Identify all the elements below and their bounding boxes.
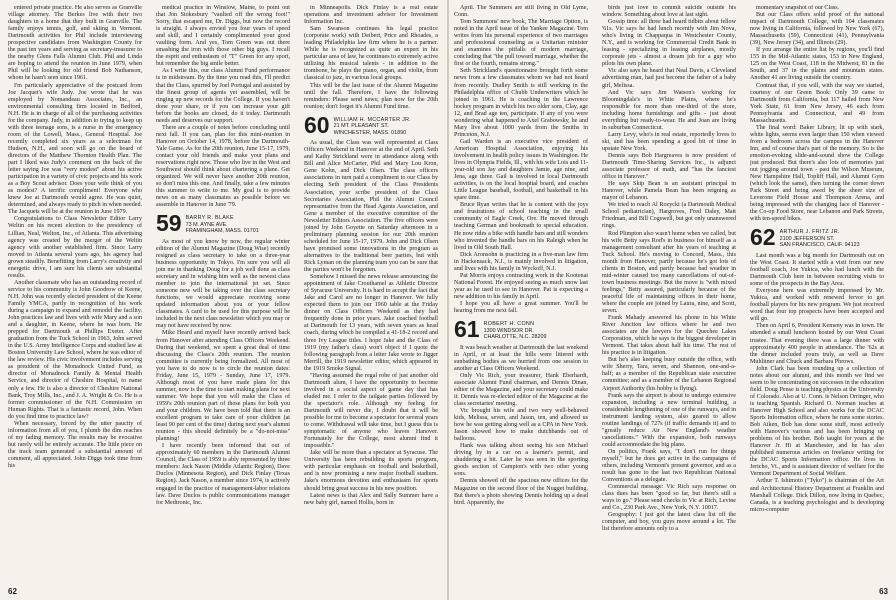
secretary-city-60: WINCHESTER, MASS. 01890 [333,129,407,136]
paragraph: As I write this, our class Alumni Fund performance is in midstream. By the time you read this, I'll predict that the Class, spurred by Joel Portugal and assisted by the finest group of agents yet assembled, will be ringing up new records for the College. If you haven't done your share, or if you can increase your gift before the books are closed, do it today. Dartmouth needs and deserves our support. [156,68,290,124]
paragraph: Gossip time: all three had heard tidbits about fellow '61s. Vic says he had lunch recently with Jim Nova, who's living in Chappaqua in Westchester County, N.Y., and is working for Commercial Credit Bank in leasing - specializing in leasing airplanes, mostly corporate jets - almost a dream job for a guy who pilots his own plane. [602,19,736,68]
paragraph: Rod Plimpton also wasn't home when we called, but his wife Betty says Rod's in business for himself as a management consultant after his years of teaching at Tuck School. He's moving to Concord, Mass., this month from Hanover, partly because he's got lots of clients in Boston, and partly because bad weather in mid-winter caused too many cancellations of out-of-town business meetings. But the move is "with mixed feelings," Betty assured, particularly because of the peaceful life of maintaining offices in their home, where the couple are joined by Laura, nine, and Scott, seven. [602,230,736,315]
secretary-street-60: 21 MT. PLEASANT ST. [333,123,389,130]
column-1 [8,5,142,577]
paragraph: John Clark has been rounding up a collection of notes about our alumni, and this month we find we seem to be concentrating on successes in the education field. Doug Pense is teaching physics at the University of Colorado. Also at U. Conn. is Nelson Orringer, who is teaching Spanish. Richard O. Norman teaches at Hanover High School and also works for the DCAC Sports Information office, where he runs some stories. Bob Aiken, Bob has done some stuff, most actively with Hanover's various and has been bringing up problems of his brother. Bob taught for years at the Hanover Jr. Hi at Manchester, and he has also published numerous articles on freelance writing for the DCAC Sports Information office. He lives in Jericho, Vt., and is assistant director of welfare for the Vermont Department of Social Welfare. [750,365,884,478]
right-page [448,0,896,600]
paragraph: I hope you all have a great summer. You'll be hearing from me next fall. [454,300,588,315]
col2b-text [156,239,290,507]
paragraph: We tried to reach Al Rozycki (a Dartmouth Medical School pediatrician), Hargroves, Fred Daley, Matt Friedman, and Bill Cogswell, but got only unanswered rings. [602,202,736,230]
col5-text [602,5,736,534]
paragraph: April. The Summers are still living in Old Lyme, Conn. [454,5,588,19]
column-5 [602,5,736,577]
paragraph: Somehow I missed the news release announcing the appointment of Jake Crouthamel as Athletic Director of Syracuse University. It is hard to accept the fact that Jake and Carol are no longer in Hanover. We fully expected them to join our 1960 table at the Friday dinner on Class Officers Weekend as they had frequently done in prior years. Jake coached football at Dartmouth for 13 years, with seven years as head coach, during which he compiled a 41-18-2 record and three Ivy League titles. I hope Jake and the Class of 1919 (my father's class) won't object if I quote the following paragraph from a letter Jake wrote to Jigger Merrill, the 1919 newsletter editor, which appeared in the 1919 Smoke Signal. [304,274,438,372]
paragraph: Seth Strickland's questionnaire brought forth some news from a few classmates whom we had not heard from recently. Dudley Smith is still working in the Philadelphia office of Chubb Underwriters which he joined in 1961. He is coaching in the Lawrence hockey program in which his two older sons, Clay, age 12, and Brad age ten, participate. If any of you were wondering what happened to Axel Grabowsky, he and Mary live about 1000 yards from the Smiths in Princeton, N.J. [454,68,588,138]
paragraph: Only Vic Rich, your treasurer, Hank Eberhardt, associate Alumni Fund chairman, and Dennis Dinan, editor of the Magazine, and your secretary could make it. Dennis was re-elected editor of the Magazine at the class secretaries' meeting. [454,372,588,407]
class-number-59: 59 [156,210,182,237]
secretary-street-59: 73 M. AYNE AVE. [185,221,228,228]
paragraph: Larry Levy, who's in real estate, reportedly loves to ski, and has been spending a good bit of time in upstate New York. [602,131,736,152]
col4-text [454,5,588,315]
paragraph: As most of you know by now, the regular winter edition of the Alumni Magazine (Doug Wise) recently resigned as class secretary to take on a three-year business opportunity in Tokyo. I'm sure you will all join me in thanking Doug for a job well done as class secretary and in wishing him well as the newest class member to join the international jet set. Since someone new will be taking over the class secretary functions, we would appreciate receiving some updated information about you or your fellow classmates. A card to be used for this purpose will be included in the next class newsletter which you may or may not have received by now. [156,238,290,330]
paragraph: I'm particularly appreciative of the postcard from Joe Jacquet's wife Judy. Joe wrote that he was employed by Nomandeau Associates, Inc., an environmental consulting firm located in Bedford, N.H. He is in charge of all of the purchasing activities for the company. Judy, in addition to trying to keep up with three teenage sons, is a nurse in the emergency room of the Lowell, Mass., General Hospital. Joe recently completed six years as a selectman for Hudson, N.H., and soon will go on the board of directors of the Matthew Thornton Health Plan. The part I liked was Judy's comment on the back of the letter saying Joe was "very modest" about his active participation in a variety of civic projects and his work as a Boy Scout advisor. Does your wife think of you as modest? A terrific compliment! Everyone who knew Joe at Dartmouth would agree. He was quiet, determined, and always ready to pitch in when needed. The Jacquets will be at the reunion in June 1979. [8,82,142,216]
col2-text [156,5,290,209]
paragraph: Bruce Ryan writes that he is content with the joys and frustrations of school teaching in the small community of Eagle Creek, Ore. He moved through teaching German and bookmath to special education. He now rides a bike with handle bars and still wonders who invented the handle bars on his Raleigh when he lived in Old South Hall. [454,202,588,251]
col1-text [8,5,142,470]
paragraph: It was beach weather at Dartmouth the last weekend in April, or at least the hills were littered with sunbathing bodies as we hurried from one session to another at Class Officers Weekend. [454,344,588,372]
paragraph: Frank Mahady answered his phone in his White River Junction law offices where he and two associates are the lawyers for the Quechee Lakes Corporation, which he says is the biggest developer in Vermont. That takes about half his time. The rest of his practice is in litigation. [602,315,736,357]
paragraph: Geography: I just got the latest class list off the computer, and boy, you guys move around a lot. The list therefore amounts only to a [602,512,736,533]
paragraph: birds just love to commit suicide outside his window. Something about love at last sight. [602,5,736,19]
paragraph: Frank says the airport is about to undergo extensive expansion, including a new terminal building, a considerable lengthening of one of the runways, and in instrument landing system, also geared to allow routine landings of 727s (if traffic demands it) and to "greatly reduce Air New England's weather cancellations." With the expansion, both runways could accommodate the big plane. [602,392,736,448]
secretary-city-59: FRAMINGHAM, MASS. 01701 [185,228,259,235]
secretary-city-62: SAN FRANCISCO, CALIF. 94123 [779,242,860,249]
secretary-name-60: WILLIAM H. MCCARTER JR. [333,116,412,123]
column-4 [454,5,588,577]
paragraph: As usual, the Class was well represented at Class Officers Weekend in Hanover at the end of April. Seth and Kathy Strickland were in attendance along with Bill and Alice McCarter, Phil and Mary Lou Kron, Gene Kohn, and Dick Olsen. The class officers associations in turn paid a compliment to our Class by electing Seth president of the Class Presidents Association, your scribe president of the Class Secretaries Association, Phil the Alumni Council representative from the Head Agents Association, and Gene a member of the executive committee of the Newsletter Editors Association. The five officers were joined by John Goyette on Saturday afternoon in a preliminary planning session for our 20th reunion scheduled for June 15-17, 1979. John and Dick Olsen have promised some innovations in the program as alternatives to the traditional beer parties, but with Rick Lyman on the planning team you can be sure that the parties won't be forgotten. [304,140,438,274]
page-number-right: 63 [879,587,888,596]
paragraph: Dennis says Bob Hargreaves is now president of Dartmouth Time-Sharing Services Inc., is adjunct associate professor of math, and "has the fanciest office in Hanover." [602,152,736,181]
secretary-street-62: 2100 JEFFERSON ST. [779,235,835,242]
col3-text [304,5,438,111]
paragraph: I have recently been informed that out of approximately 60 members in the Dartmouth Alumni Council, the Class of 1959 is ably represented by three members: Jack Nason (Middle Atlantic Region), Dave Duclos (Minnesota Region), and Dick Finlay (Texas Region). Jack Nason, a member since 1974, is actively engaged in the practice of management-labor relations law. Dave Duclos is public communications manager for Medtronic, Inc. [156,443,290,506]
paragraph: But our Class offers solid proof of the national impact of Dartmouth College, with 104 classmates now living in California, followed by New York (67), Massachusetts (59), Connecticut (41), Pennsylvania (39), New Jersey (34), and Illinois (29). [750,12,884,47]
secretary-street-61: 1300 WINDSOR DR. [483,327,534,334]
paragraph: The final word: Baker Library, lit up with stark, white lights, seems even larger than 150 when viewed from a bedroom across the campus in the Hanover Inn, and of course that's part of the memory. So is the emotion-evoking slide-and-sound show the College just produced. But there's also lots of memories just out jogging around town - past the Wilson Museum, New Hampshire Hall, Topliff Hall, and Alumni Gym (which look the same), then turning the corner down Park Street and being awed by the sheer size of Leverone Field House and Thompson Arena, and being impressed with the changing face of Hanover - the Co-op Food Store, near Lebanon and Park Streets, with ten-speed bikes. [750,124,884,223]
paragraph: On politics, Frank says, "I don't run for things myself," but he does get active in the campaigns of others, including Vermont's present governor, and as a result has gone to the last two Republican National Conventions as a delegate. [602,448,736,484]
paragraph: Vic brought his wife and two very well-behaved kids, Melissa, seven, and Jason, ten, and allowed us how he was getting along well as a CPA in New York. Jason showed how to make dutchbands out of balloons. [454,407,588,443]
class-secretary-61 [484,319,547,341]
paragraph: Commercial message: Vic Rich says response on class dues has been "good so far, but there's still a ways to go." Please send checks to Vic at Rich, Levine and Co., 230 Park Ave., New York, N.Y. 10017. [602,484,736,512]
paragraph: Jake will be more than a spectator at Syracuse. The University has been rebuilding its sports program, with particular emphasis on football and basketball, and is now promising a new major football stadium. Jake's enormous devotion and enthusiasm for sports should bring great success in his new position. [304,450,438,492]
class-number-61: 61 [454,316,480,343]
paragraph: Mike Heard and myself have recently arrived back from Hanover after attending Class Officers Weekend. During that weekend, we spent a great deal of time discussing the Class's 20th reunion. The reunion committee is currently being formalized. All most of you have to do now is to circle the reunion dates: Friday, June 15, 1979 - Sunday, June 17, 1979. Although most of you have made plans for this summer, now is the time to start making plans for next summer. We hope that you will make the Class of 1959's 20th reunion part of those plans for both you and your children. We have been told that there is an excellent program to take care of your children (at least 90 per cent of the time) during next year's alumni reunion - this should definitely be a "do-not-miss" planning! [156,330,290,443]
paragraph: He says Skip Bean is an assistant principal in Hanover, while Pamela Bean has been reigning as mayor of Lebanon. [602,181,736,202]
col6b-text [750,253,884,514]
paragraph: "Having assumed the regal robe of just another old Dartmouth alum, I have the opportunity to become involved in a social aspect of game day that has eluded me. I refer to the tailgate parties followed by the spectator's role. Although my feeling for Dartmouth will never die, I doubt that it will be possible for me to become a spectator for several years to come. Withdrawal will take time, but I guess this is symptomatic of anyone who leaves Hanover. Fortunately for the College, most alumni find it impossible." [304,372,438,450]
class-header-60 [304,111,438,138]
secretary-city-61: CHARLOTTE, N.C. 28209 [483,334,547,341]
paragraph: Last month was a big month for Dartmouth out on the West Coast. It started with a visit from our new football coach, Joe Yukica, who had lunch with the Dartmouth Club here in between recruiting visits to some of the prospects in the Bay Area. [750,252,884,288]
paragraph: medical practice in Winslow, Maine, to point out that Jon Stokesbury "vaulted off the wrong foot!" Sorry, that escaped me, Dr. Diggs, but now the record is straight. I always envied you four years of speed and skill, and I certainly complimented your good vaulting form. And yes, Tom Green was out there smashing the iron with those other big guys. I recall the esprit and enthusiasm of "T" Green for any sport, but remember the big smile better. [156,5,290,68]
paragraph: entered private practice. He also serves as Granville village attorney. The Berkes live with their two daughters in a home that they built in Granville. The family enjoys tennis, golf, and skiing in Vermont. Dartmouth activities for Phil include interviewing prospective candidates from Washington County for the past ten years and serving as secretary-treasurer to the nearby Glens Falls Alumni Club. Phil and Linda are hoping to attend the reunion in June 1979, when Phil will be looking for old friend Bob Nathanson, whom he hasn't seen since 1961. [8,5,142,82]
secretary-name-59: BARRY R. BLAKE [185,215,234,222]
paragraph: Congratulations to Class Newsletter Editor Larry Weltin on his recent election to the presidency of Lillian, Neal, Welton, Inc., of Atlanta. This advertising agency was created by the merger of the Weltin agency with another established firm. Since Larry moved to Atlanta several years ago, his agency had grown steadily. Benefitting from Larry's creativity and energetic drive, I am sure his clients see substantial results. [8,216,142,279]
paragraph: Then on April 6, President Kemeny was in town. He attended a small luncheon hosted by our West Coast trustee. That evening there was a large dinner with approximately 400 people in attendance. The '62s at the dinner included yours truly, as well as Dave Muhlitner and Chuck and Barbara Phrows. [750,323,884,365]
class-secretary-59 [186,213,259,235]
paragraph: There are a couple of notes before concluding until next fall. If you can, plan for this mini-reunion in Hanover on October 14, 1978, before the Dartmouth-Yale Game. As for the 20th reunion, June 15-17, 1979, contact your old friends and make your plans and reservations right now. Those who live in the West and Southwest should think about chartering a plane. Get organized. We will never have another 20th reunion, so don't miss this one. And finally, take a few minutes this summer to write to me. My goal is to provide news on as many classmates as possible before we assemble in Hanover in June '79. [156,124,290,209]
col3b-text [304,140,438,506]
paragraph: Latest news is that Alex and Sally Summer have a new baby girl, named Hollis, born in [304,492,438,506]
paragraph: Sam Swanson continues his legal practice (corporate work) with Deibert, Price and Rhoades, a leading Philadelphia law firm where he is a partner. While he is recognized as quite an expert in his particular area of law, he continues to extremely active utilizing his musical talents - in addition to the trombone, he plays the piano, organ, and violin, from classical to jazz, in various local groups. [304,26,438,82]
paragraph: Everyone here was extremely impressed by Mr. Yukica, and worked with renewed fervor to get football players for his new program. We just received word that four top prospects have been accepted and will go. [750,288,884,323]
secretary-name-61: ROBERT H. CONN [483,321,535,328]
paragraph: Tom Summons' new book, The Marriage Option, is noted in the April issue of the Yankee Magazine. Tom writes from his personal experience of two marriages and professional counseling as a Unitarian minister and examines the pitfalls of modern marriage, concluding that "the pull toward marriage, whether the first or the fourth, remains strong." [454,19,588,68]
paragraph: This will be the last issue of the Alumni Magazine until the fall. Therefore, I have the following reminders: Please send news; plan now for the 20th reunion; don't forget it's Alumni Fund time. [304,82,438,110]
paragraph: in Minneapolis. Dick Finlay is a real estate operations and investment advisor for Investment Information Inc. [304,5,438,26]
paragraph: Gail Warden is an executive vice president of American Hospital Association, enjoying his involvement in health policy issues in Washington. He lives in Olympia Fields, Ill., with his wife Lois and 11-year-old son Jay and daughters Jamie, age nine, and Jena, age three. Gail is involved in local Dartmouth activities, is on the local hospital board, and coaches Little League baseball, football, and basketball in his spare time. [454,138,588,202]
class-header-62 [750,224,884,251]
class-header-61 [454,316,588,343]
col6-text [750,5,884,223]
paragraph: momentary snapshot of our Class. [756,5,840,11]
paragraph: And Vic says Jim Watson's working for Bloomingdale's in White Plains, where he's responsible for more than one-third of the store, including home furnishings and gifts - just about everything but ready-to-wear. He and Joan are living in suburban Connecticut. [602,89,736,131]
paragraph: Arthur T. Ishimoto ("Tyko") is chairman of the Art and Architectural History Department at Franklin and Marshall College. Dick Dillon, now living in Quebec, Canada, is a teaching psychologist and is developing micro-computer [750,478,884,513]
class-number-62: 62 [750,224,776,251]
class-header-59 [156,210,290,237]
secretary-name-62: ARTHUR J. FRITZ JR. [779,229,840,236]
paragraph: Another classmate who has an outstanding record of service to his community is John Goodrow of Keene, N.H. John was recently elected president of the Keene Family YMCA, partly in recognition of his work during a campaign to expand and remodel the facility. John practices law and lives with wife Mary and a son and a daughter, in Keene, where he was born. He prepped for Dartmouth at Phillips Exeter. After graduation from the Tuck School in 1963, John served in the U.S. Army Intelligence Corps and studied law at Boston University Law School, where he was editor of the law review. His civic involvement includes serving as president of the Monadnock United Fund, as director of Monadnock Family & Mental Health Service, and director of Cheshire Hospital, to name only a few. He is also a director of Cheshire National Bank, Troy Mills, Inc., and J. A. Wright & Co. He is a former commissioner of the N.H. Commission on Human Rights. That is a fantastic record, John. When do you find time to practice law? [8,279,142,420]
class-number-60: 60 [304,111,330,138]
paragraph: When necessary, forced by the utter paucity of information from all of you, I plumb the dim reaches of my fading memory. The results may be evocative but rarely will be entirely accurate. The little piece on the track team generated a substantial amount of comment, all appreciated. John Diggs took time from his [8,420,142,470]
column-6 [750,5,884,577]
paragraph: If you arrange the entire list by regions, you'll find 155 in the Mid-Atlantic states, 153 in New England, 125 on the West Coast, 118 in the Midwest, 81 in the South, and 37 in the plains and mountain states. Another 41 are living outside the country. [750,47,884,82]
paragraph: Hank was talking about seeing his son Michael driving by in a car on a learner's permit, and shuddering a bit. Later he was seen in the sporting goods section of Campion's with two other young sons. [454,443,588,478]
column-2 [156,5,290,577]
column-3 [304,5,438,577]
paragraph: Dick Aronsohn is practicing in a five-man law firm in Hackensack, N.J., is mainly involved in litigation, and lives with his family in Wyckoff, N.J. [454,251,588,272]
class-secretary-60 [334,115,411,137]
paragraph: Dennis showed off the spacious new offices for the Magazine on the second floor of the Nugget building. But there's a photo showing Dennis holding up a dead bird. Apparently, the [454,478,588,506]
paragraph: Pat Morris enjoys contracting work in the Kootenai National Forest. He enjoyed seeing as much snow last year as he used to see in Hanover. Pat is expecting a new addition to his family in April. [454,272,588,300]
col4b-text [454,345,588,507]
paragraph: But he's also keeping busy outside the office, with wife Sherry, Tara, seven, and Shannon, one-and-a-half; as a member of the Republican state executive committee; and as a member of the Lebanon Regional Airport Authority (his hobby is flying). [602,357,736,392]
page-number-left: 62 [8,587,17,596]
class-secretary-62 [780,227,860,249]
paragraph: Vic also says he heard that Neal Davis, a Cleveland advertising man, had just become the father of a baby girl, Melissa. [602,68,736,89]
paragraph: Contrast that, if you will, with the way we started, courtesy of our Green Book: Only 39 came to Dartmouth from California, but 117 hailed from New York State, 61 from New Jersey, 46 each from Pennsylvania and Connecticut, and 49 from Massachusetts. [750,82,884,124]
